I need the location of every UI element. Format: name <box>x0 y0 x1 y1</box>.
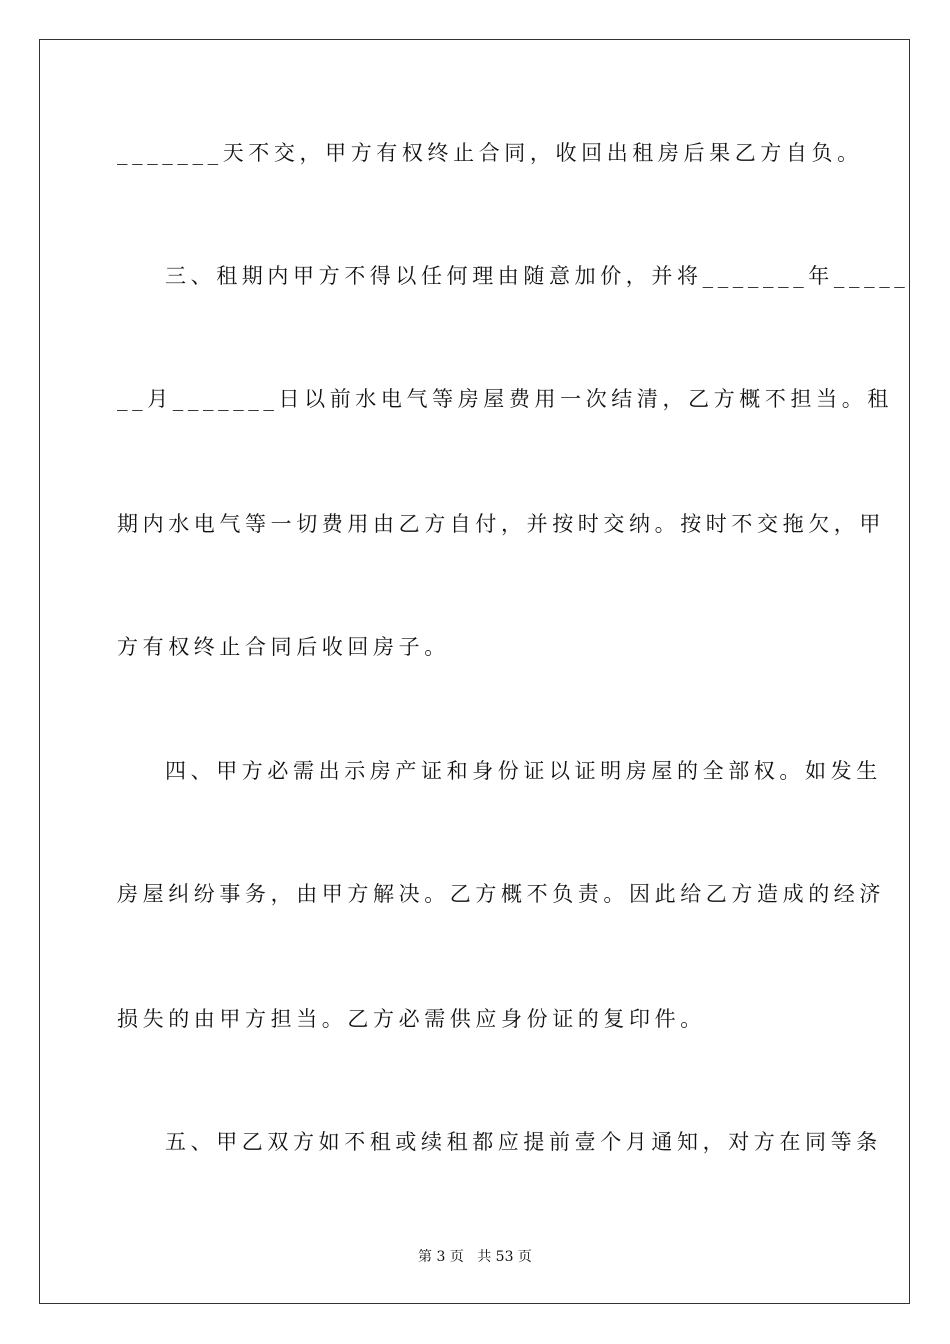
body-line: __月_______日以前水电气等房屋费用一次结清，乙方概不担当。租 <box>117 387 893 411</box>
body-line: 五、甲乙双方如不租或续租都应提前壹个月通知，对方在同等条 <box>165 1130 882 1154</box>
body-line: _______天不交，甲方有权终止合同，收回出租房后果乙方自负。 <box>117 141 863 165</box>
body-line: 房屋纠纷事务，由甲方解决。乙方概不负责。因此给乙方造成的经济 <box>117 882 885 906</box>
body-line: 期内水电气等一切费用由乙方自付，并按时交纳。按时不交拖欠，甲 <box>117 512 885 536</box>
body-line: 方有权终止合同后收回房子。 <box>117 635 450 659</box>
page-footer <box>0 1248 950 1266</box>
page-number: 第 3 页 <box>418 1249 464 1265</box>
body-line: 三、租期内甲方不得以任何理由随意加价，并将_______年_____ <box>165 264 910 288</box>
page-total: 共 53 页 <box>477 1249 532 1265</box>
body-line: 损失的由甲方担当。乙方必需供应身份证的复印件。 <box>117 1007 706 1031</box>
page-border <box>39 39 910 1304</box>
body-line: 四、甲方必需出示房产证和身份证以证明房屋的全部权。如发生 <box>165 759 882 783</box>
